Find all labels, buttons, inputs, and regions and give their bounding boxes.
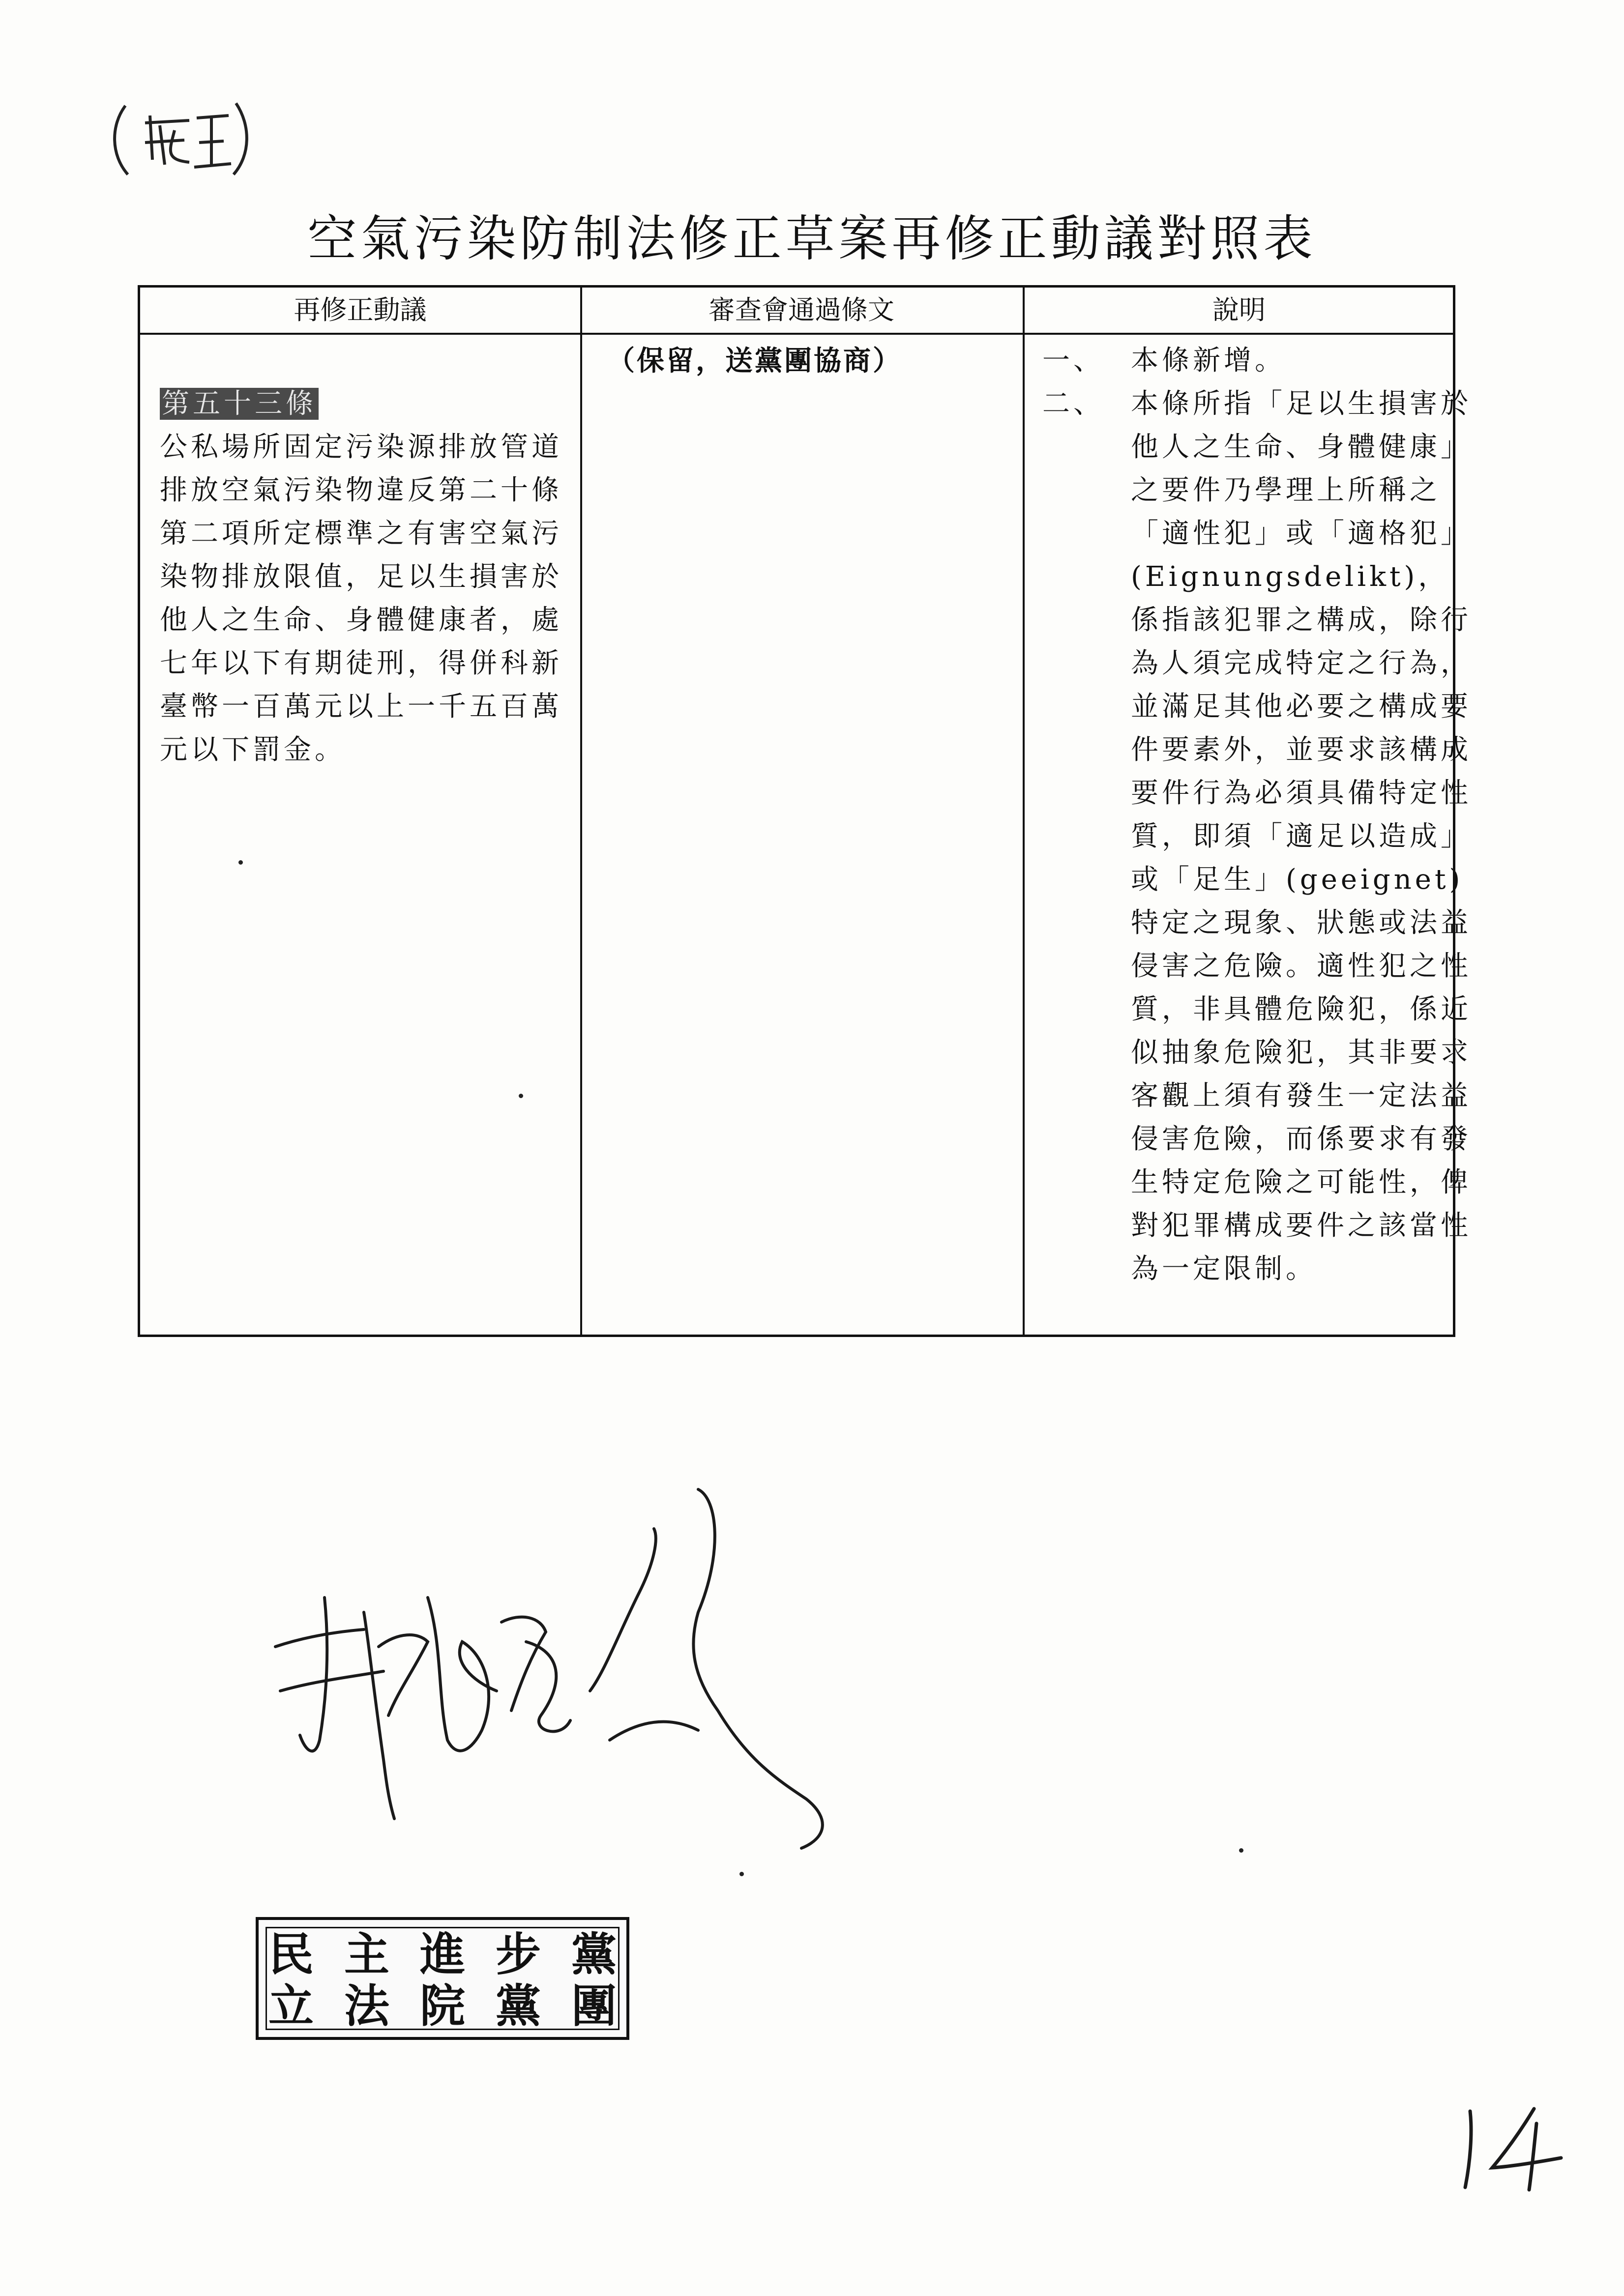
seal-character: 進 (419, 1928, 465, 1981)
scan-speck (238, 860, 243, 865)
seal-character: 院 (419, 1979, 465, 2033)
explanation-number: 二、 (1042, 388, 1104, 420)
explanation-item (1042, 382, 1475, 1285)
handwritten-signature (266, 1484, 856, 1858)
seal-character: 主 (344, 1928, 389, 1981)
explanation-text: 本條新增。 (1131, 345, 1286, 377)
seal-character: 法 (344, 1979, 389, 2033)
seal-character: 黨 (571, 1928, 617, 1981)
explanation-cell (1042, 339, 1472, 1322)
handwritten-page-number (1450, 2104, 1568, 2192)
column-header-review: 審查會通過條文 (709, 294, 894, 325)
motion-text: 公私場所固定污染源排放管道排放空氣污染物違反第二十條第二項所定標準之有害空氣污染物排放限值，足以生損害於他人之生命、身體健康者，處七年以下有期徒刑，得併科新臺幣一百萬元以上一千五百萬元以下罰金。 (160, 431, 562, 766)
scan-speck (1239, 1848, 1243, 1853)
seal-character: 步 (495, 1928, 541, 1981)
seal-line (268, 1930, 617, 1979)
review-cell: （保留，送黨團協商） (607, 345, 902, 377)
seal-line (268, 1981, 617, 2031)
seal-character: 黨 (495, 1979, 541, 2033)
scan-speck (739, 1872, 744, 1876)
seal-character: 團 (571, 1979, 617, 2033)
seal-character: 民 (268, 1928, 314, 1981)
scan-speck (519, 1094, 523, 1098)
explanation-number: 一、 (1042, 345, 1104, 377)
page-title: 空氣污染防制法修正草案再修正動議對照表 (307, 210, 1317, 267)
column-divider (1023, 288, 1025, 1335)
comparison-table (138, 285, 1472, 1337)
explanation-text: 本條所指「足以生損害於他人之生命、身體健康」之要件乃學理上所稱之「適性犯」或「適格犯」(Eignungsdelikt)，係指該犯罪之構成，除行為人須完成特定之行為，並滿足其他必要之構成要件要素外，並要求該構成要件行為必須具備特定性質，即須「適足以造成」或「足生」(geeignet)特定之現象、狀態或法益侵害之危險。適性犯之性質，非具體危險犯，係近似抽象危險犯，其非要求客觀上須有發生一定法益侵害危險，而係要求有發生特定危險之可能性，俾對犯罪構成要件之該當性為一定限制。 (1131, 388, 1472, 1285)
column-header-motion: 再修正動議 (294, 294, 427, 325)
motion-cell (160, 339, 563, 772)
header-divider (140, 333, 1453, 335)
handwritten-correction-note (106, 96, 253, 179)
column-divider (580, 288, 582, 1335)
party-caucus-seal (256, 1917, 629, 2040)
column-header-explanation: 說明 (1212, 294, 1266, 325)
seal-character: 立 (268, 1979, 314, 2033)
article-number: 第五十三條 (160, 388, 319, 420)
